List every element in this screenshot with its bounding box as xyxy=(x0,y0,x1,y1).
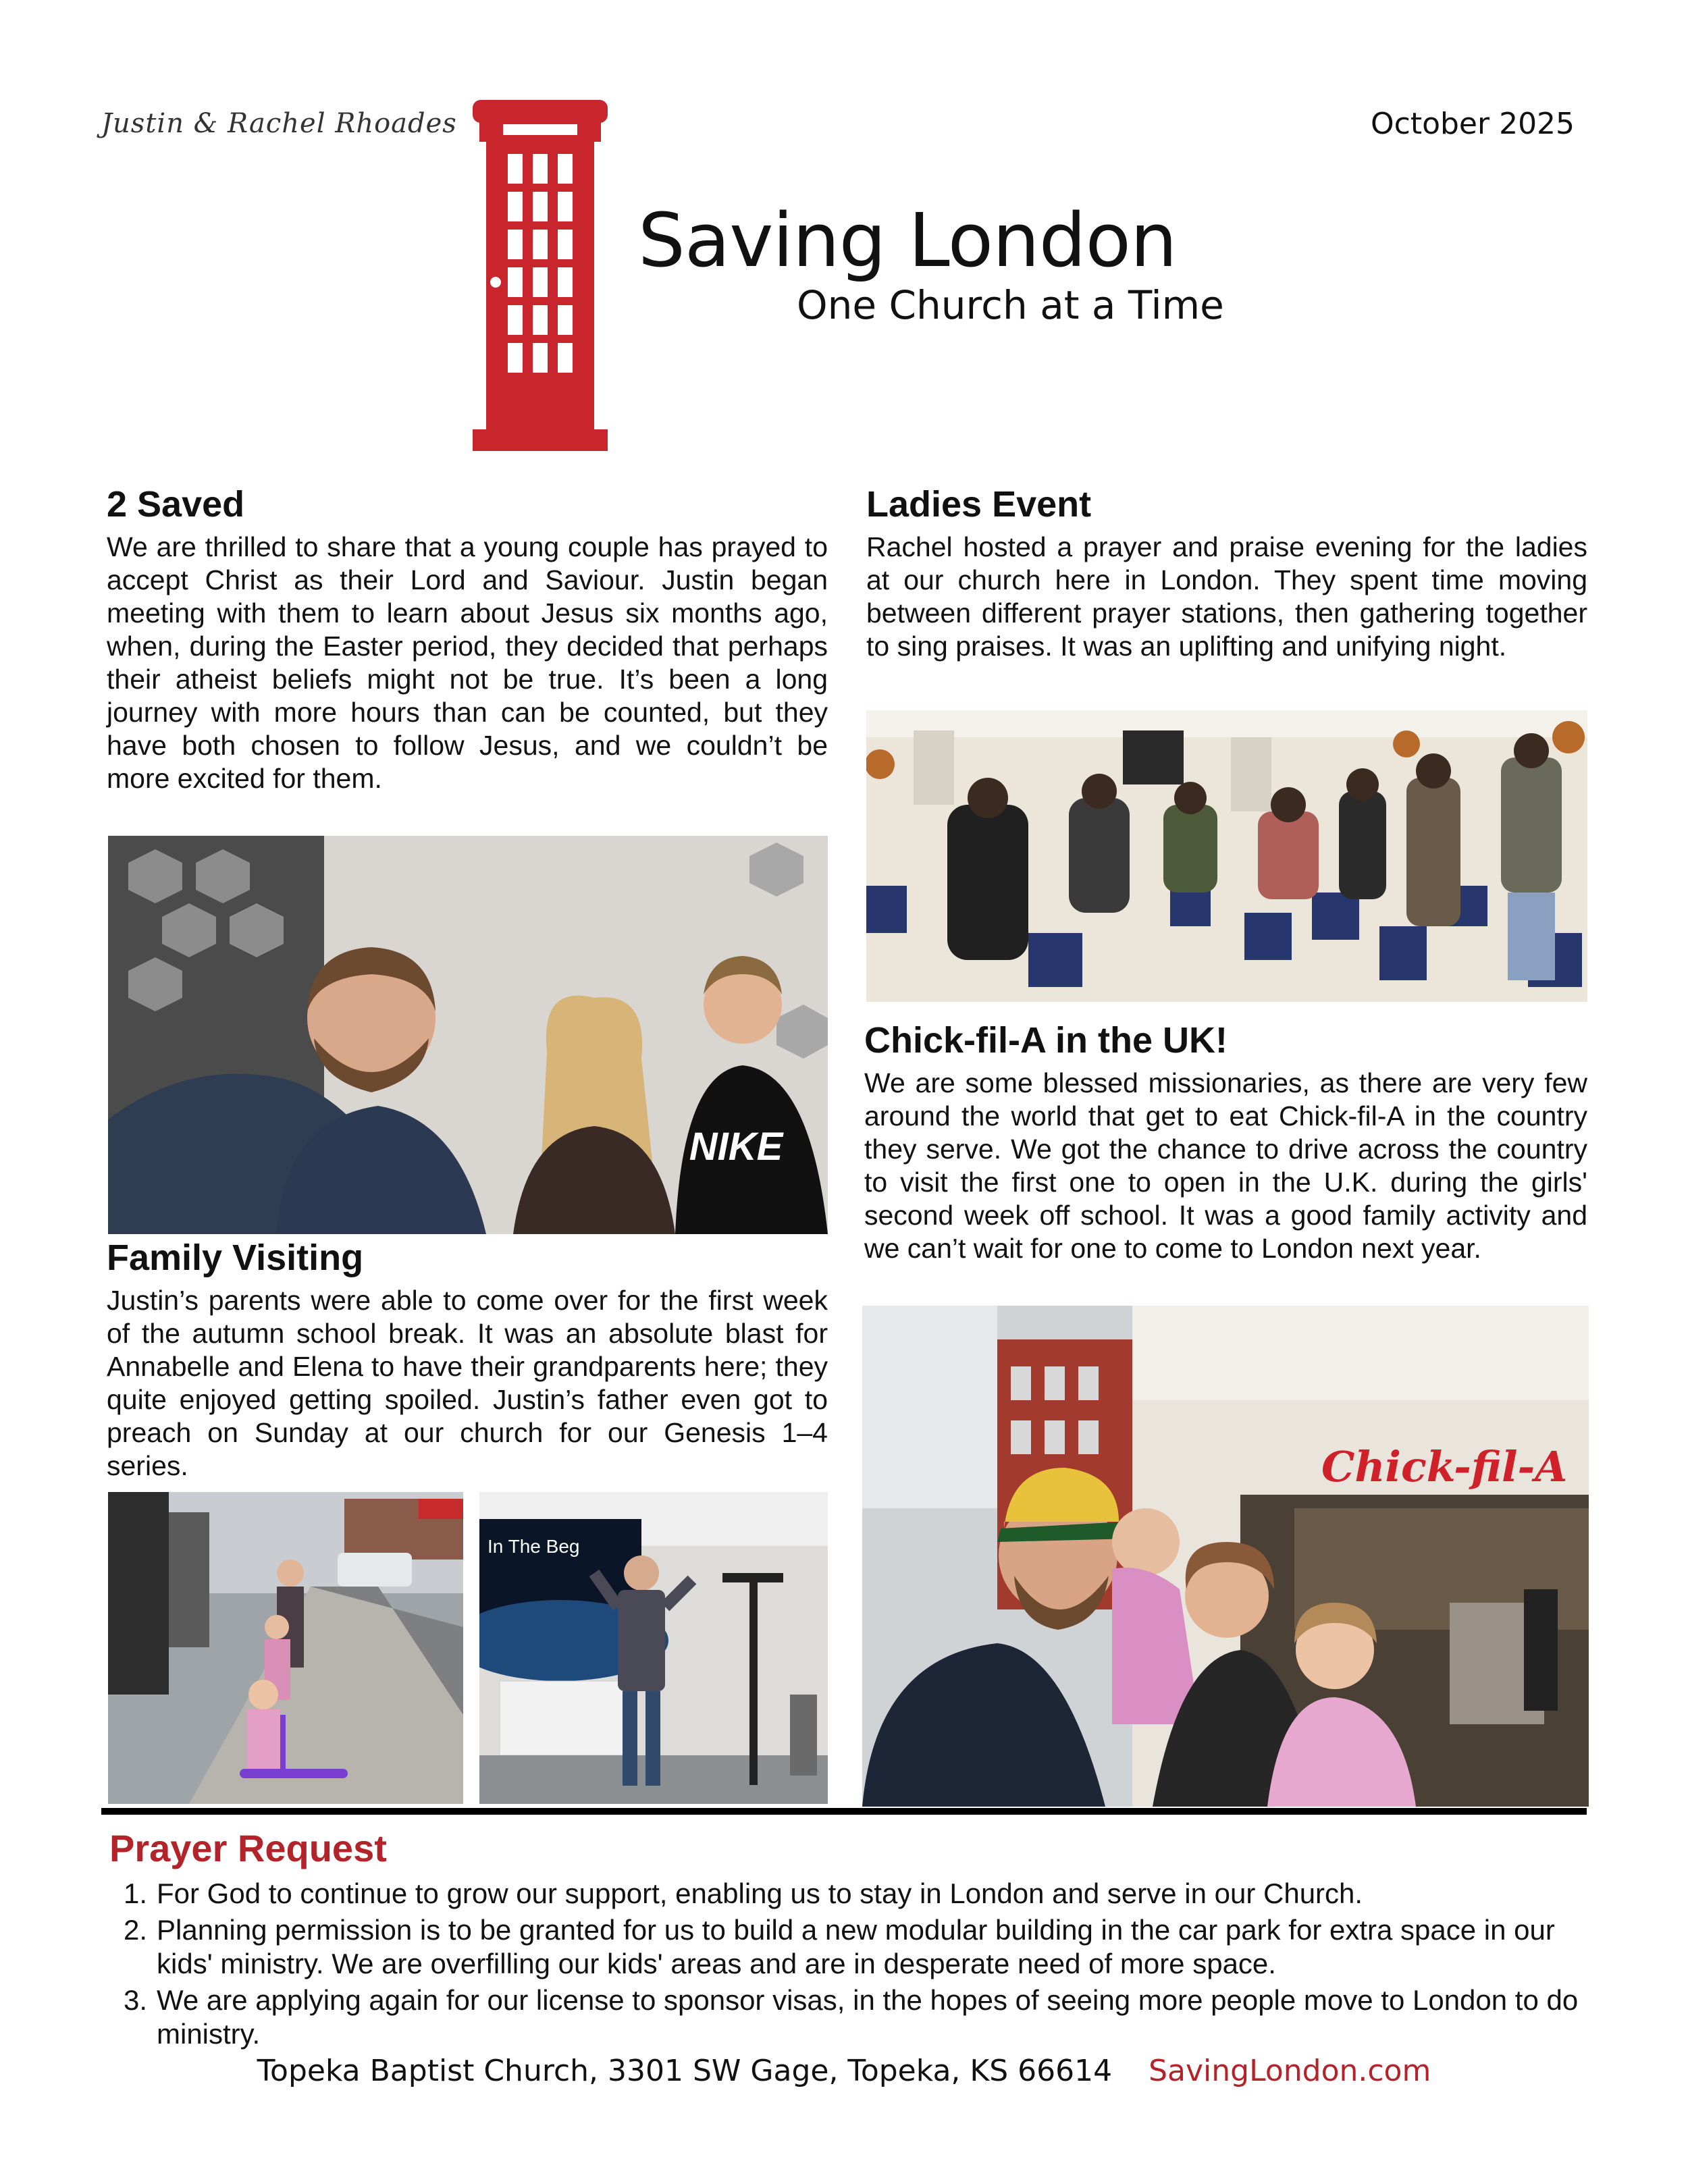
nike-logo-text: NIKE xyxy=(689,1125,783,1169)
list-number: 3. xyxy=(123,1984,147,2016)
prayer-heading: Prayer Request xyxy=(109,1827,387,1869)
phone-booth-logo xyxy=(466,100,614,451)
saved-body: We are thrilled to share that a young couple has prayed to accept Christ as their Lord and Saviour. Justin began meeting with them to learn about Jesus six months ago, when, during the Easter period, they decided that perhaps their atheist beliefs might not be true. It’s been a long journey with more hours than can be counted, but they have both chosen to follow Jesus, and we couldn’t be more excited for them. xyxy=(107,531,828,794)
list-text: For God to continue to grow our support, enabling us to stay in London and serve in our Church. xyxy=(157,1877,1363,1909)
prayer-list xyxy=(101,1877,1600,2054)
saved-heading: 2 Saved xyxy=(107,484,245,525)
list-item xyxy=(101,1877,1600,1911)
ladies-event-photo xyxy=(866,710,1587,1002)
list-text: We are applying again for our license to sponsor visas, in the hopes of seeing more people move to London to do ministry. xyxy=(157,1984,1579,2050)
street-scooter-photo xyxy=(108,1492,463,1804)
chick-heading: Chick-fil-A in the UK! xyxy=(864,1020,1228,1061)
ladies-body: Rachel hosted a prayer and praise evening for the ladies at our church here in London. They spent time moving between different prayer stations, then gathering together to sing praises. It was an uplifting and unifying night. xyxy=(866,531,1587,662)
family-body: Justin’s parents were able to come over for the first week of the autumn school break. It was an absolute blast for Annabelle and Elena to have their grandparents here; they quite enjoyed getting spoiled. Justin’s father even got to preach on Sunday at our church for our Genesis 1–4 series. xyxy=(107,1285,828,1481)
list-number: 1. xyxy=(123,1877,147,1909)
newsletter-date: October 2025 xyxy=(1371,107,1575,141)
footer xyxy=(0,2054,1688,2088)
couple-selfie-photo xyxy=(108,836,828,1234)
chick-fil-a-sign: Chick-fil-A xyxy=(1321,1442,1568,1491)
list-item xyxy=(101,1913,1600,1981)
church-address: Topeka Baptist Church, 3301 SW Gage, Topeka, KS 66614 xyxy=(257,2054,1113,2088)
family-heading: Family Visiting xyxy=(107,1237,364,1278)
list-number: 2. xyxy=(123,1914,147,1946)
signature: Justin & Rachel Rhoades xyxy=(101,108,457,139)
section-divider xyxy=(101,1808,1587,1815)
chick-body: We are some blessed missionaries, as there are very few around the world that get to eat Chick-fil-A in the country they serve. We got the chance to drive across the country to visit the first one to open in the U.K. during the girls' second week off school. It was a good family activity and we can’t wait for one to come to London next year. xyxy=(864,1067,1587,1264)
newsletter-subtitle: One Church at a Time xyxy=(797,282,1224,328)
chick-fil-a-photo xyxy=(862,1306,1589,1807)
newsletter-title: Saving London xyxy=(638,197,1177,284)
preaching-photo xyxy=(479,1492,828,1804)
website-link[interactable]: SavingLondon.com xyxy=(1149,2054,1431,2088)
ladies-heading: Ladies Event xyxy=(866,484,1092,525)
list-text: Planning permission is to be granted for us to build a new modular building in the car park for extra space in our kids' ministry. We are overfilling our kids' areas and are in desperate need of more space. xyxy=(157,1914,1555,1979)
list-item xyxy=(101,1983,1600,2051)
screen-text: In The Beg xyxy=(487,1536,580,1557)
